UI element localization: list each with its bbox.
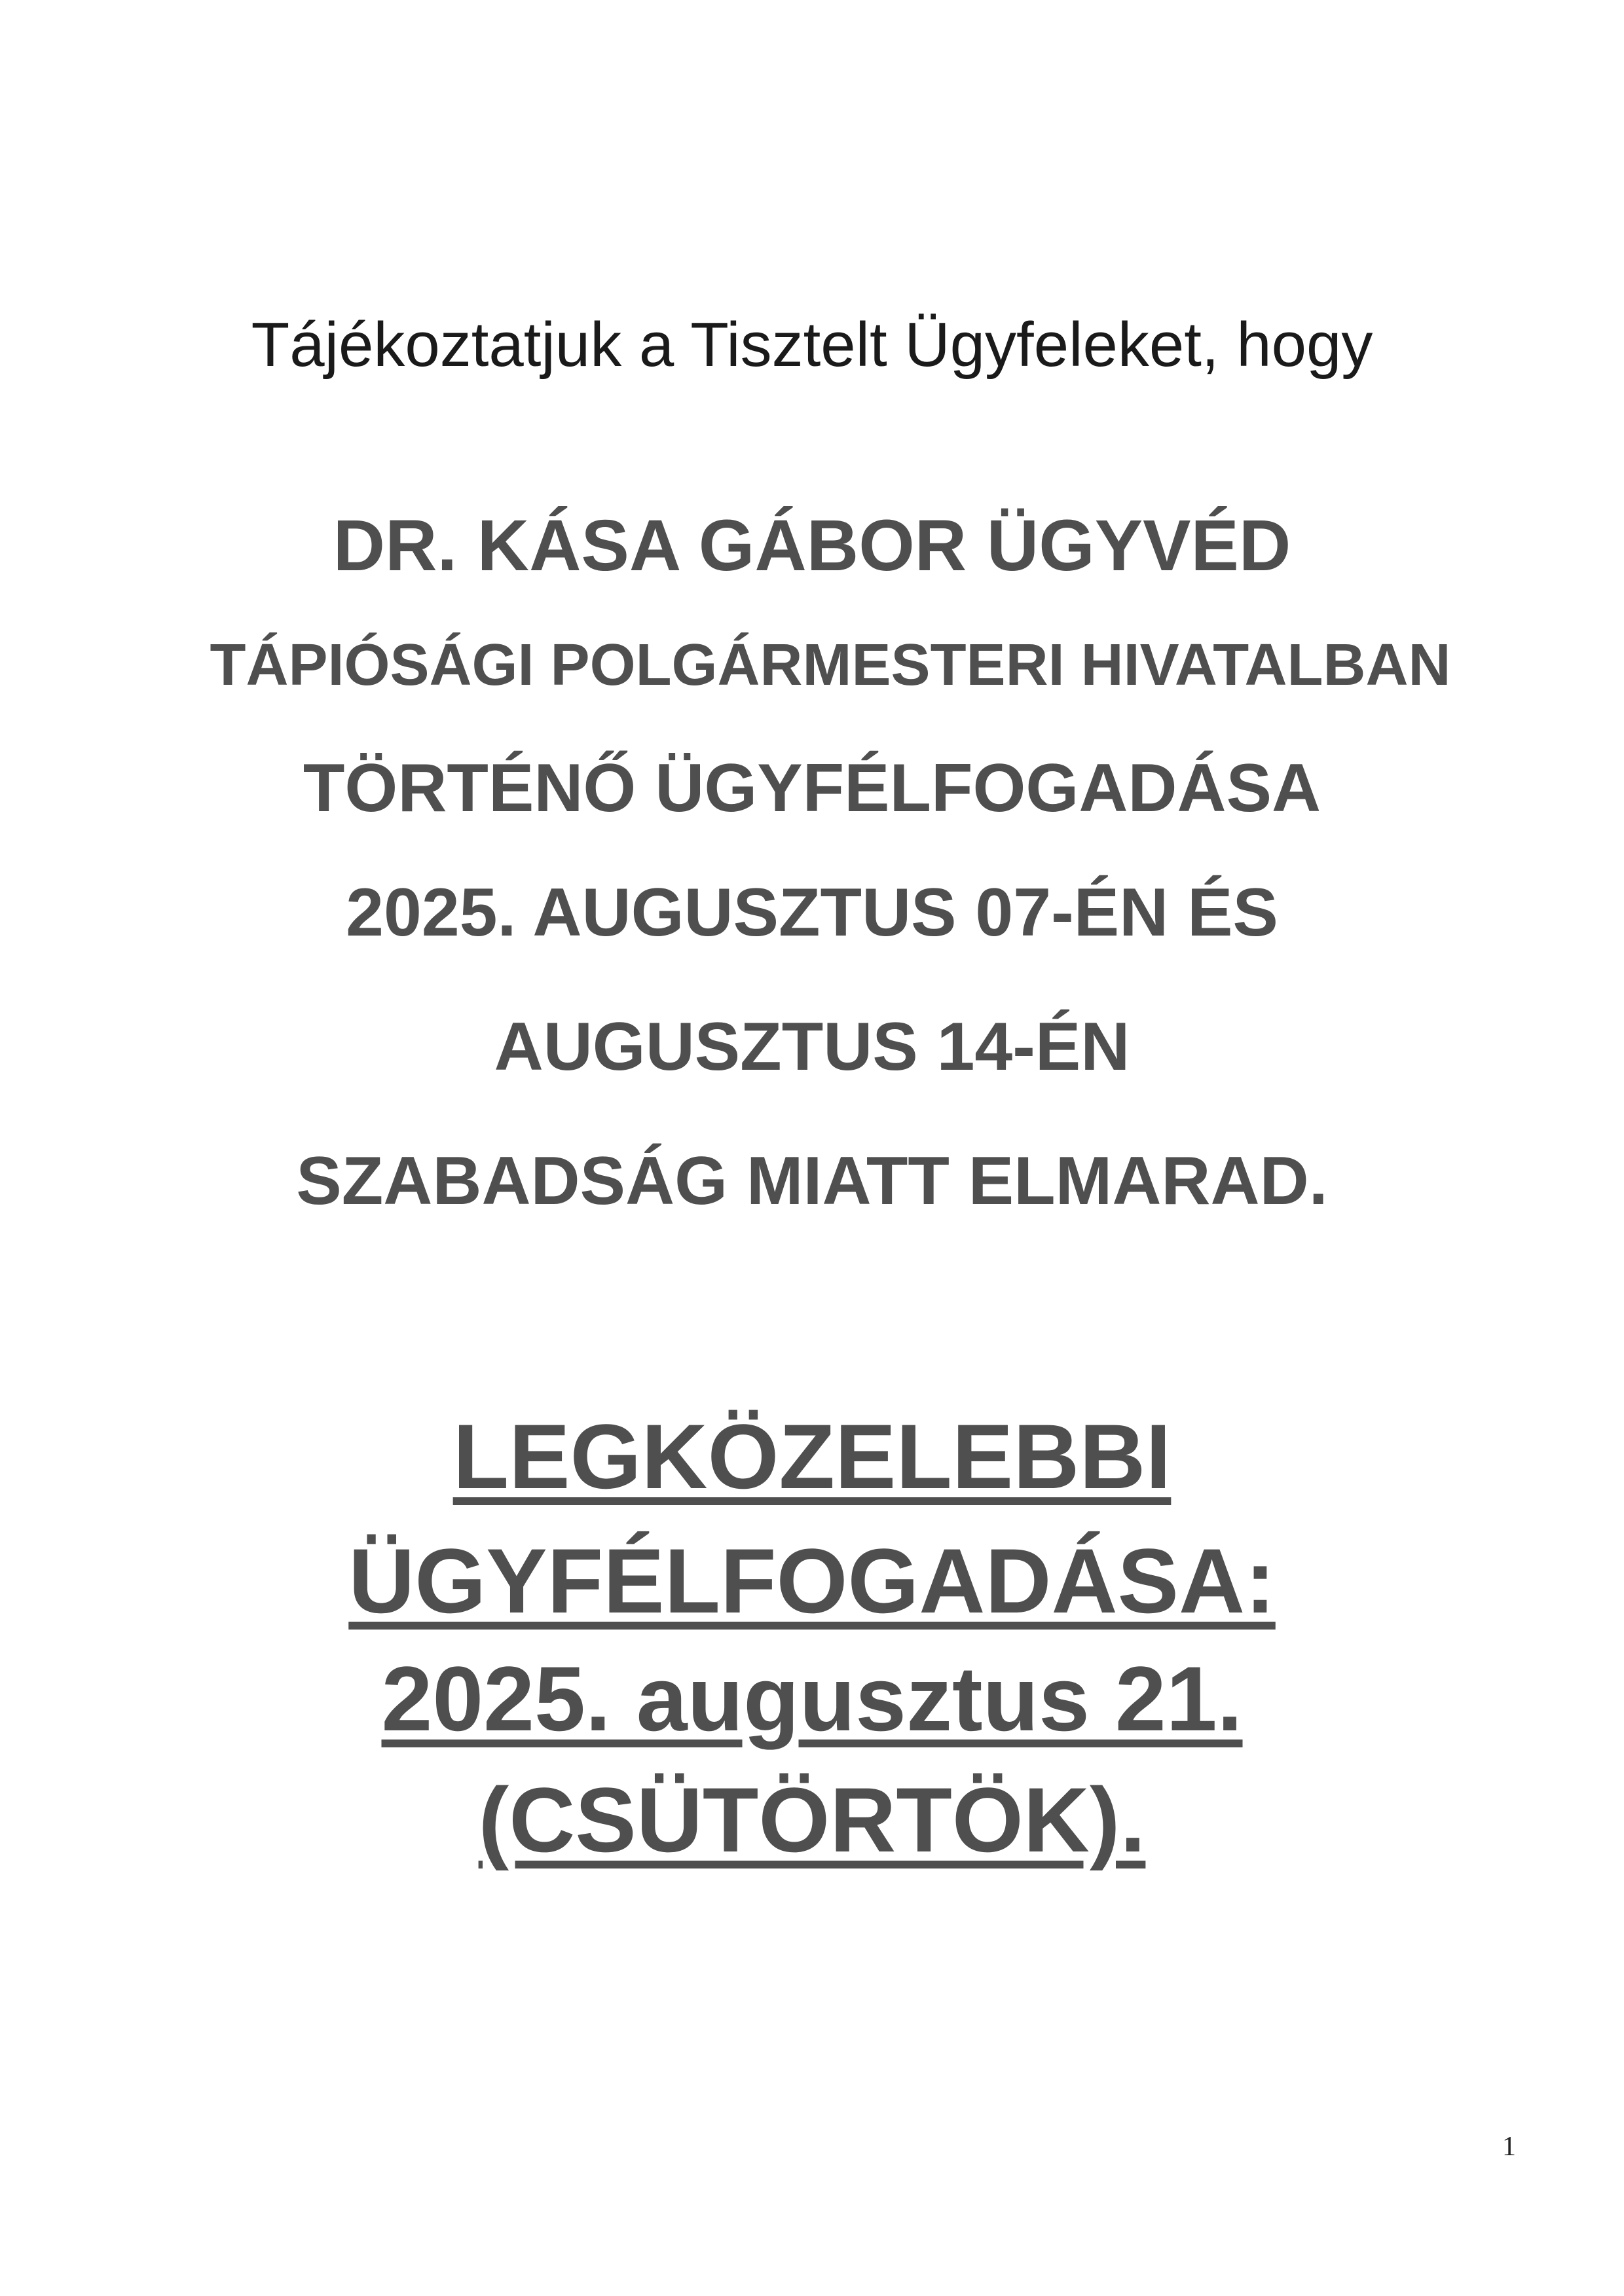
notice-line-office: TÁPIÓSÁGI POLGÁRMESTERI HIVATALBAN — [210, 632, 1451, 698]
intro-text: Tájékoztatjuk a Tisztelt Ügyfeleket, hogy — [251, 310, 1373, 380]
notice-line-reception: TÖRTÉNŐ ÜGYFÉLFOGADÁSA — [303, 750, 1321, 826]
next-appointment-line-1: LEGKÖZELEBBI — [452, 1405, 1172, 1508]
notice-line-date-1: 2025. AUGUSZTUS 07-ÉN ÉS — [346, 875, 1278, 951]
page-number: 1 — [1502, 2132, 1516, 2162]
notice-line-date-2: AUGUSZTUS 14-ÉN — [494, 1009, 1130, 1085]
notice-line-lawyer: DR. KÁSA GÁBOR ÜGYVÉD — [333, 505, 1291, 586]
notice-line-reason: SZABADSÁG MIATT ELMARAD. — [296, 1143, 1328, 1219]
next-appointment-line-2: ÜGYFÉLFOGADÁSA: — [348, 1529, 1276, 1632]
next-appointment-weekday: (CSÜTÖRTÖK). — [478, 1768, 1146, 1871]
next-appointment-date: 2025. augusztus 21. — [381, 1647, 1243, 1750]
